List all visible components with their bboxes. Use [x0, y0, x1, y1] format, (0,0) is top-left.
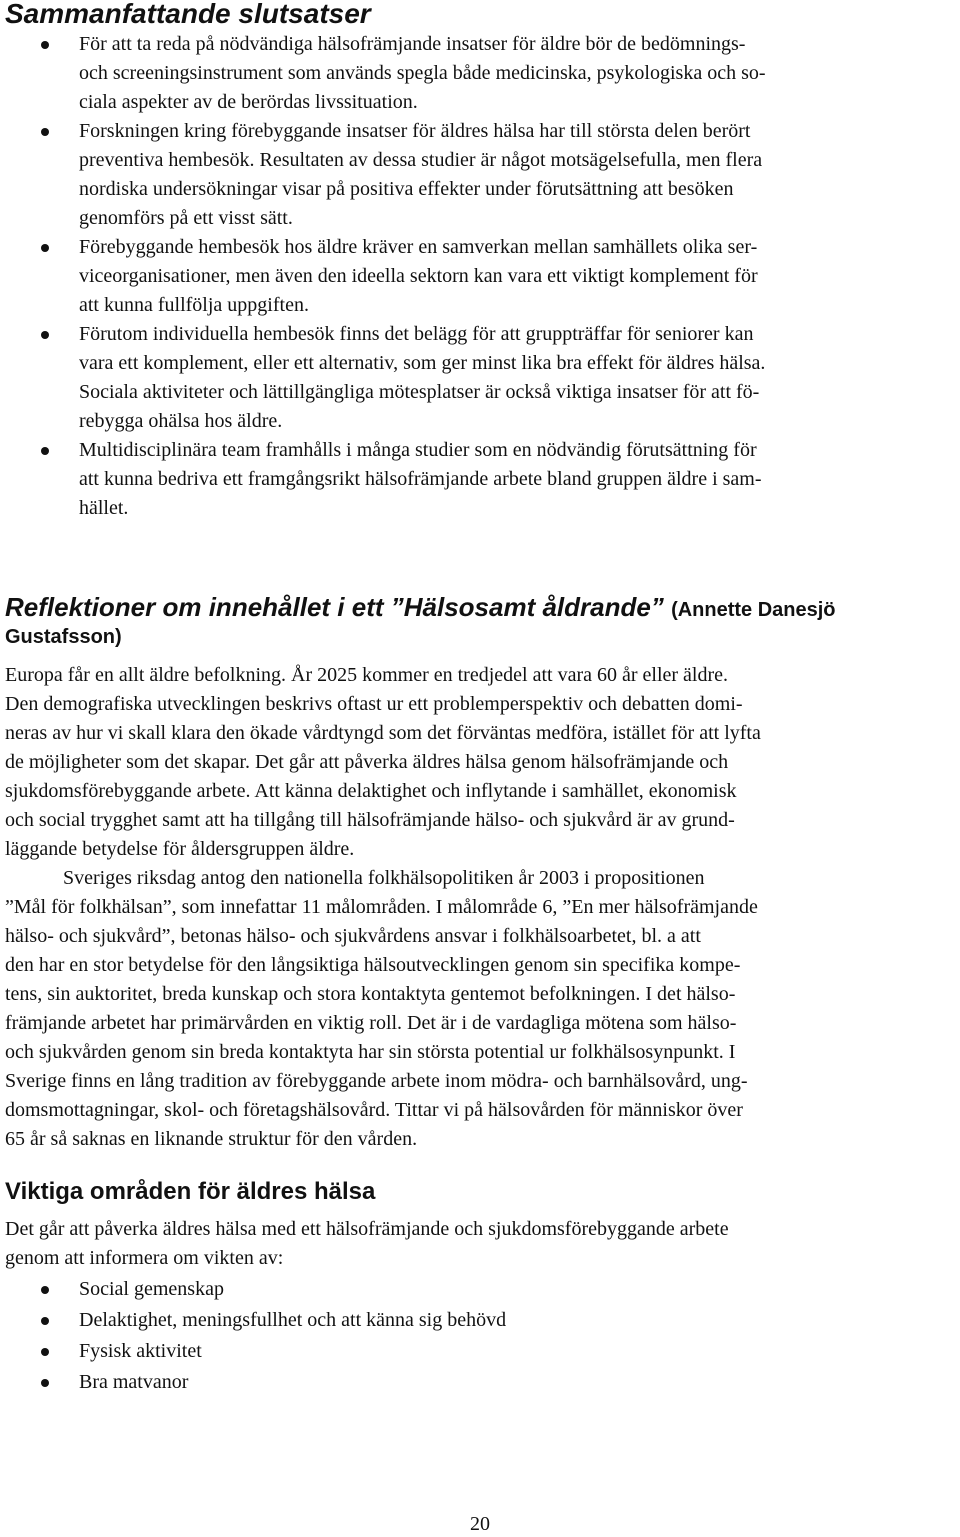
bullet-text: För att ta reda på nödvändiga hälsofrämjande insatser för äldre bör de bedömnings- och screeningsinstrument som används spegla både medicinska, psykologiska och so- ciala aspekter av de berördas livssituation. — [79, 33, 766, 113]
list-item — [0, 233, 766, 320]
summary-heading: Sammanfattande slutsatser — [5, 0, 371, 29]
bullet-text: Social gemenskap — [79, 1278, 224, 1300]
article-title — [5, 590, 960, 627]
bullet-text: Delaktighet, meningsfullhet och att känna sig behövd — [79, 1309, 507, 1331]
bullet-icon — [41, 447, 49, 455]
areas-intro: Det går att påverka äldres hälsa med ett hälsofrämjande och sjukdomsförebyggande arbete genom att informera om vikten av: — [5, 1218, 729, 1269]
page-number: 20 — [470, 1513, 490, 1535]
list-item — [0, 436, 766, 523]
bullet-text: Bra matvanor — [79, 1371, 189, 1393]
areas-list — [0, 1274, 506, 1398]
summary-list — [0, 30, 766, 523]
article-title-text: Reflektioner om innehållet i ett ”Hälsosamt åldrande” — [5, 592, 664, 622]
bullet-icon — [41, 331, 49, 339]
list-item — [0, 1367, 506, 1398]
bullet-text: Förutom individuella hembesök finns det belägg för att gruppträffar för seniorer kan vara ett komplement, eller ett alternativ, som ger minst lika bra effekt för äldres hälsa. Sociala aktiviteter och lättillgängliga mötesplatser är också viktiga insatser för att fö- rebygga ohälsa hos äldre. — [79, 323, 766, 432]
bullet-text: Fysisk aktivitet — [79, 1340, 202, 1362]
list-item — [0, 320, 766, 436]
list-item — [0, 1274, 506, 1305]
bullet-text: Multidisciplinära team framhålls i många studier som en nödvändig förutsättning för att kunna bedriva ett framgångsrikt hälsofrämjande arbete bland gruppen äldre i sam- hället. — [79, 439, 762, 519]
bullet-text: Forskningen kring förebyggande insatser för äldres hälsa har till största delen berört preventiva hembesök. Resultaten av dessa studier är något motsägelsefulla, men flera nordiska undersökningar visar på positiva effekter under förutsättning att besöken genomförs på ett visst sätt. — [79, 120, 763, 229]
bullet-text: Förebyggande hembesök hos äldre kräver en samverkan mellan samhällets olika ser- viceorganisationer, men även den ideella sektorn kan vara ett viktigt komplement för att kunna fullfölja uppgiften. — [79, 236, 758, 316]
article-paragraph: Europa får en allt äldre befolkning. År 2025 kommer en tredjedel att vara 60 år eller äldre. Den demografiska utvecklingen beskrivs oftast ur ett problemperspektiv och debatten domi- neras av hur vi skall klara den ökade vårdtyngd som det förväntas medföra, istället för att lyfta de möjligheter som det skapar. Det går att påverka äldres hälsa genom hälsofrämjande och sjukdomsförebyggande arbete. Att känna delaktighet och inflytande i samhället, ekonomisk och social trygghet samt att ha tillgång till hälsofrämjande hälso- och sjukvård är av grund- läggande betydelse för åldersgruppen äldre. — [5, 664, 761, 860]
article-paragraph: Sveriges riksdag antog den nationella folkhälsopolitiken år 2003 i propositionen ”Mål för folkhälsan”, som innefattar 11 målområden. I målområde 6, ”En mer hälsofrämjande hälso- och sjukvård”, betonas hälso- och sjukvårdens ansvar i folkhälsoarbetet, bl. a att den har en stor betydelse för den långsiktiga hälsoutvecklingen genom sin specifika kompe- tens, sin auktoritet, breda kunskap och stora kontaktyta gentemot befolkningen. I det hälso- främjande arbetet har primärvården en viktig roll. Det är i de vardagliga mötena som hälso- och sjukvården genom sin breda kontaktyta har sin största potential ur folkhälsosynpunkt. I Sverige finns en lång tradition av förebyggande arbete inom mödra- och barnhälsovård, ung- domsmottagningar, skol- och företagshälsovård. Tittar vi på hälsovården för människor över 65 år så saknas en liknande struktur för den vården. — [5, 867, 758, 1150]
bullet-icon — [41, 244, 49, 252]
bullet-icon — [41, 1379, 49, 1387]
bullet-icon — [41, 1317, 49, 1325]
bullet-icon — [41, 1286, 49, 1294]
bullet-icon — [41, 1348, 49, 1356]
bullet-icon — [41, 128, 49, 136]
article-author-continued: Gustafsson) — [5, 626, 122, 648]
areas-heading: Viktiga områden för äldres hälsa — [5, 1178, 376, 1205]
list-item — [0, 1305, 506, 1336]
bullet-icon — [41, 41, 49, 49]
list-item — [0, 117, 766, 233]
article-author: (Annette Danesjö — [671, 599, 836, 621]
list-item — [0, 30, 766, 117]
list-item — [0, 1336, 506, 1367]
